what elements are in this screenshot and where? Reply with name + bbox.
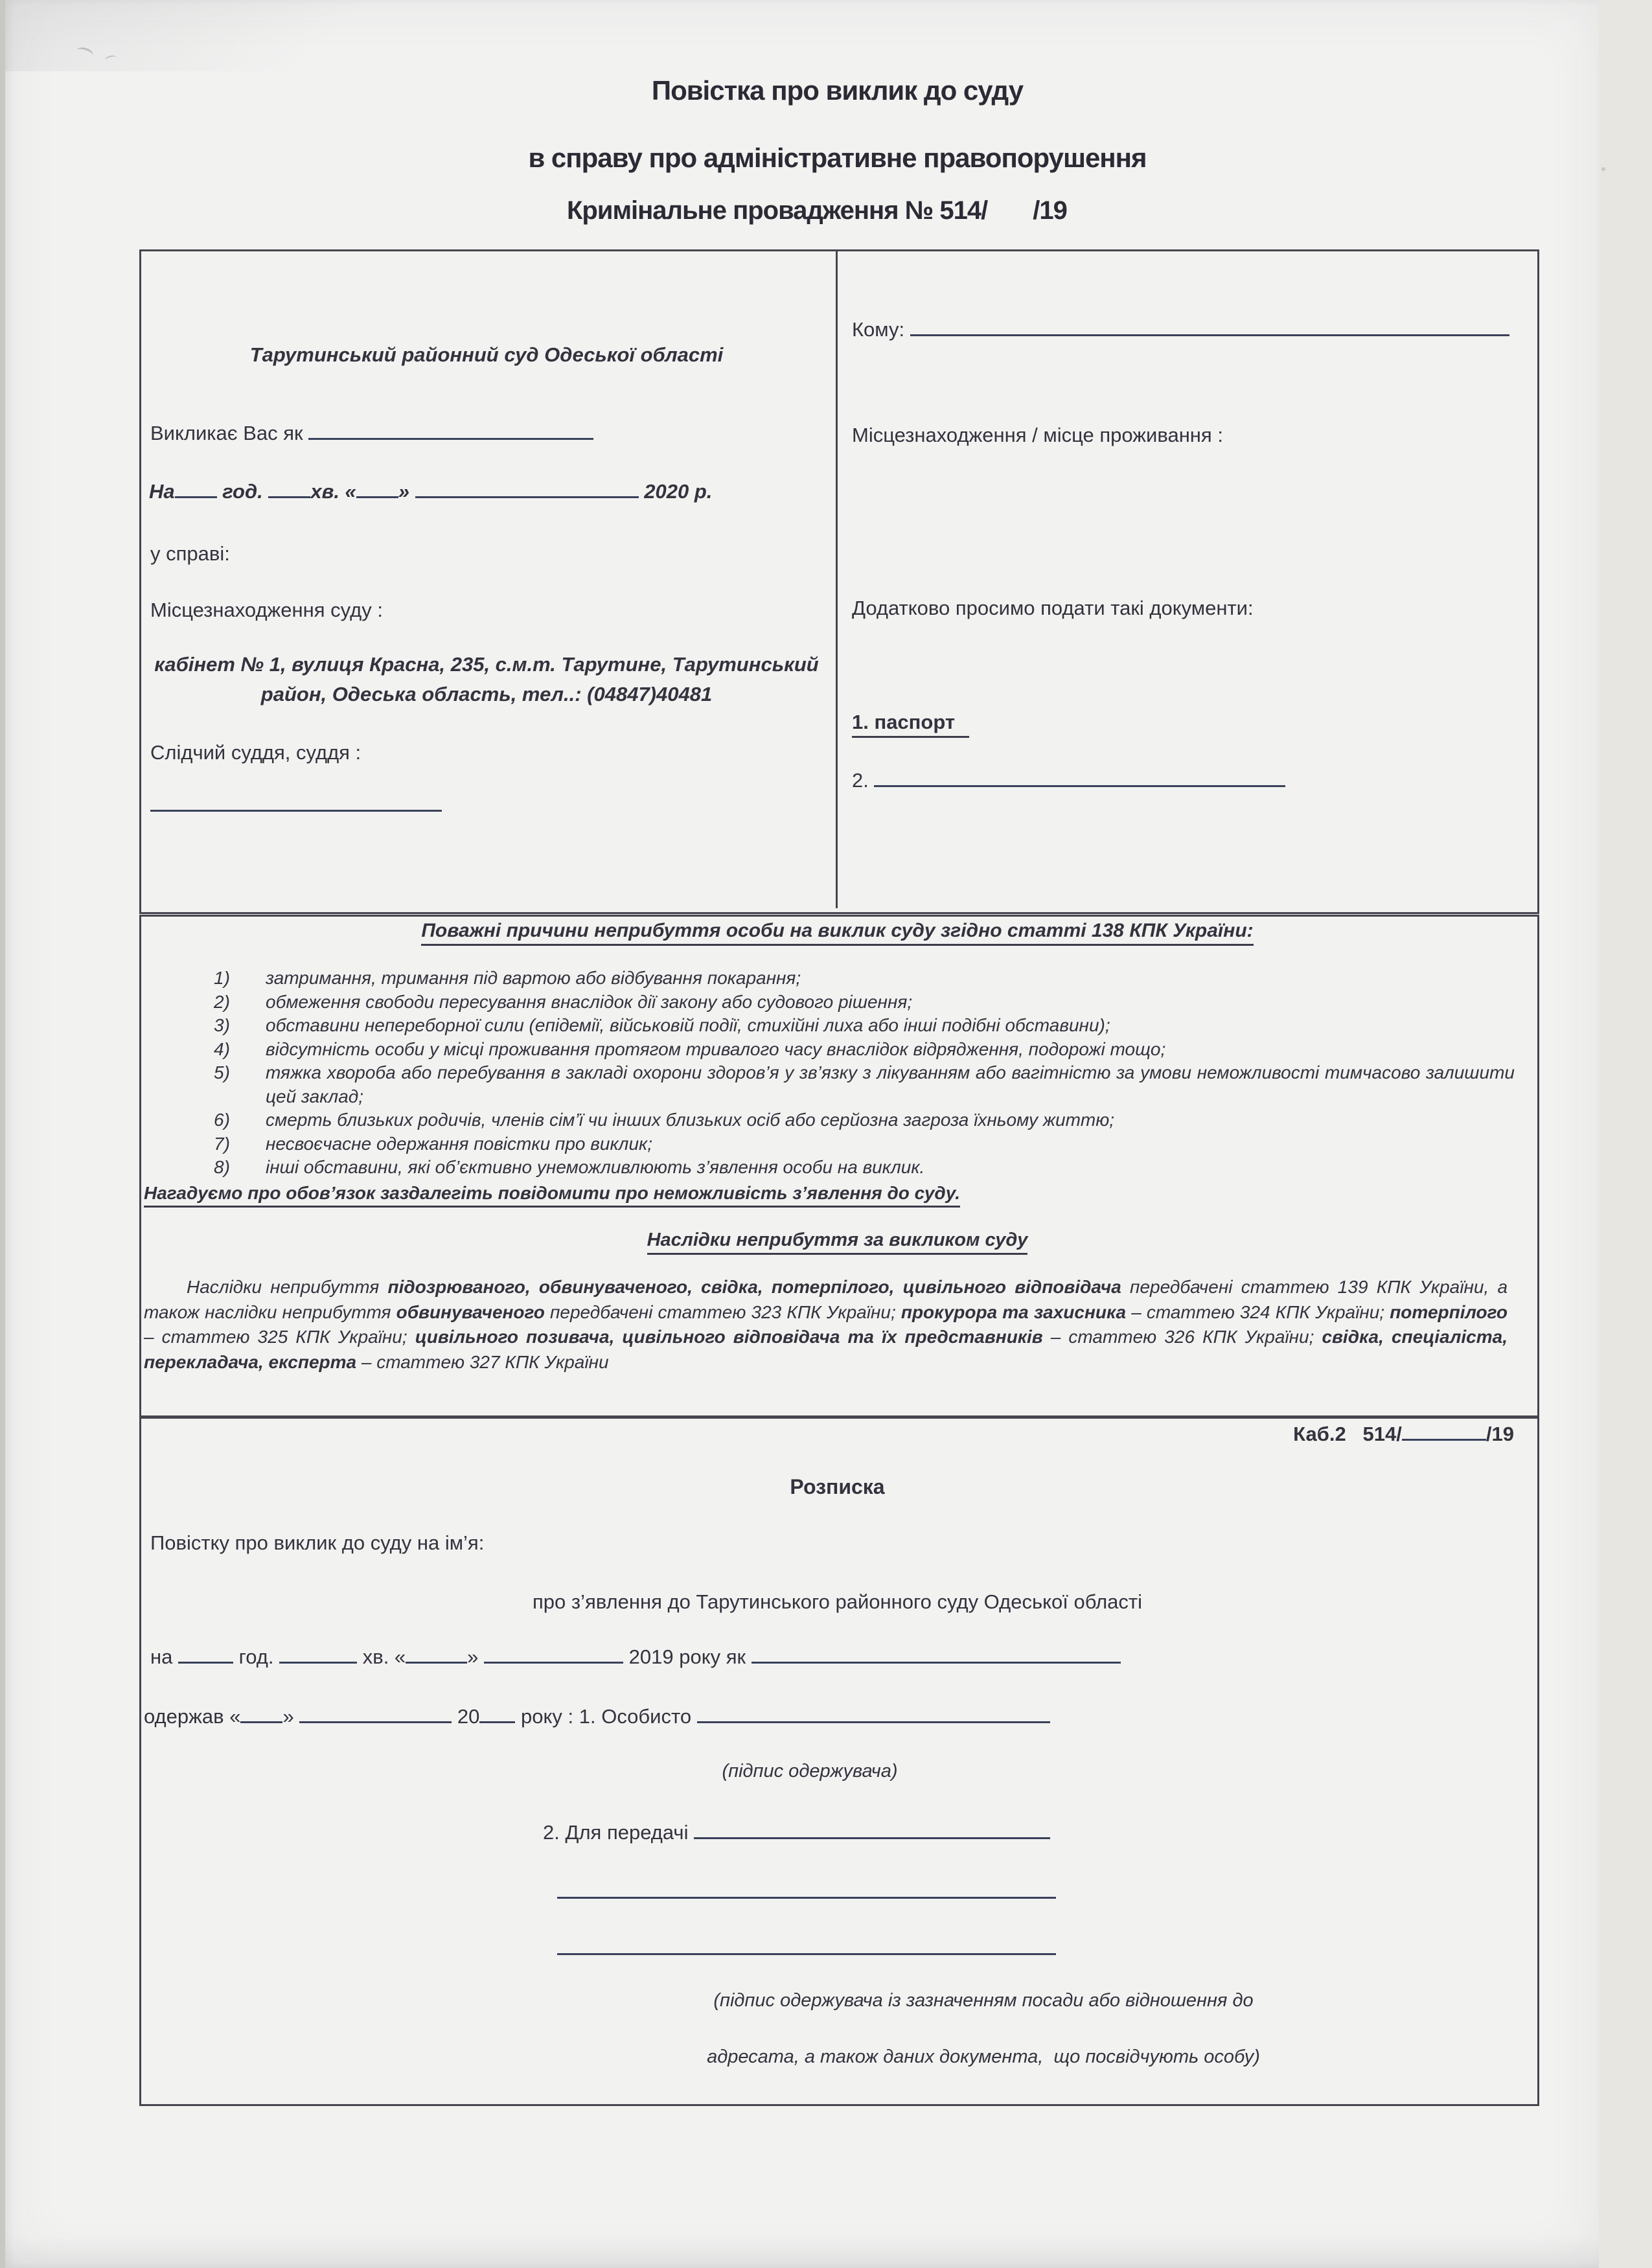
blank-line xyxy=(874,780,1285,787)
reason-number: 6) xyxy=(214,1110,230,1130)
blank-line xyxy=(406,1656,467,1664)
signature-blank-line xyxy=(557,1877,1056,1899)
consequences-paragraph: Наслідки неприбуття підозрюваного, обвинуваченого, свідка, потерпілого, цивільного відповідача передбачені статтею 139 КПК України, а також наслідки неприбуття обвинуваченого передбачені статтею 323 КПК України; прокурора та захисника – статтею 324 КПК України; потерпілого – статтею 325 КПК України; цивільного позивача, цивільного відповідача та їх представників – статтею 326 КПК України; свідка, спеціаліста, перекладача, експерта – статтею 327 КПК України xyxy=(144,1277,1508,1372)
reason-item xyxy=(214,1038,1515,1062)
reason-text: відсутність особи у місці проживання протягом тривалого часу внаслідок відрядження, подорожі тощо; xyxy=(266,1038,1166,1059)
blank-line xyxy=(308,433,593,440)
reason-item xyxy=(214,1108,1515,1132)
appearance-line: про з’явлення до Тарутинського районного суду Одеської області xyxy=(532,1590,1142,1613)
document-item-1-text: 1. паспорт xyxy=(852,710,969,738)
reason-number: 1) xyxy=(214,968,230,988)
blank-line xyxy=(178,1656,233,1664)
reason-item xyxy=(214,1156,1515,1180)
case-number-prefix: Кримінальне провадження № 514/ xyxy=(567,196,988,225)
reason-number: 4) xyxy=(214,1038,230,1059)
case-number-line xyxy=(567,196,1067,225)
judge-signature-line xyxy=(150,790,442,812)
reason-text: обмеження свободи пересування внаслідок дії закону або судового рішення; xyxy=(266,991,913,1012)
court-location-label: Місцезнаходження суду : xyxy=(150,599,383,621)
date-label-hod: год. xyxy=(216,480,269,503)
reason-item xyxy=(214,1132,1515,1156)
reason-text: затримання, тримання під вартою або відбування покарання; xyxy=(266,968,801,988)
reason-text: смерть близьких родичів, членів сім’ї чи інших близьких осіб або серйозна загроза їхньому життю; xyxy=(266,1110,1115,1130)
reason-number: 3) xyxy=(214,1015,230,1035)
blank-line xyxy=(415,491,639,498)
blank-line xyxy=(697,1716,1050,1723)
court-address-line2: район, Одеська область, тел..: (04847)40481 xyxy=(260,683,713,705)
blank-line xyxy=(694,1832,1050,1839)
court-name: Тарутинський районний суд Одеської області xyxy=(249,343,724,366)
blank-line xyxy=(175,491,217,498)
scan-shadow xyxy=(5,0,498,71)
recipient-label: Кому: xyxy=(852,318,910,341)
court-address-line1: кабінет № 1, вулиця Красна, 235, с.м.т. Тарутине, Тарутинський xyxy=(154,653,819,676)
blank-line xyxy=(240,1716,282,1723)
received-line: одержав « » 20 року : 1. Особисто xyxy=(144,1704,1050,1730)
cabinet-case-suffix: /19 xyxy=(1486,1423,1514,1445)
document-item-1 xyxy=(852,710,969,738)
blank-line xyxy=(356,491,398,498)
receipt-datetime-line: на год. хв. « » 2019 року як xyxy=(150,1645,1121,1670)
reason-item xyxy=(214,1014,1515,1038)
blank-line xyxy=(751,1656,1121,1664)
form-title: Повістка про виклик до суду xyxy=(651,75,1024,106)
reason-number: 5) xyxy=(214,1062,230,1082)
transfer-signature-caption-1: (підпис одержувача із зазначенням посади або відношення до xyxy=(713,1990,1254,2011)
column-divider xyxy=(836,251,838,908)
blank-line xyxy=(910,329,1509,336)
date-label-na: На xyxy=(149,480,175,503)
for-transfer-line: 2. Для передачі xyxy=(543,1820,1050,1846)
signature-blank-line xyxy=(557,1934,1056,1955)
reasons-list xyxy=(214,967,1515,1180)
case-type-line: в справу про адміністративне правопорушення xyxy=(528,143,1147,173)
scan-shadow-bottom xyxy=(5,2236,1599,2268)
residence-label: Місцезнаходження / місце проживання : xyxy=(852,424,1223,446)
reason-number: 8) xyxy=(214,1157,230,1177)
document-item-2 xyxy=(852,768,1285,794)
blank-line xyxy=(279,1656,357,1664)
reminder-note: Нагадуємо про обов’язок заздалегіть повідомити про неможливість з’явлення до суду. xyxy=(144,1183,960,1208)
reason-item xyxy=(214,1061,1515,1108)
reason-text: несвоєчасне одержання повістки про виклик; xyxy=(266,1133,653,1154)
reason-text: обставини непереборної сили (епідемії, військовій події, стихійні лиха або інші подібні обставини); xyxy=(266,1015,1110,1035)
case-number-suffix: /19 xyxy=(1033,196,1067,225)
cabinet-case-number xyxy=(139,1423,1514,1446)
blank-line xyxy=(1402,1434,1486,1441)
receipt-intro: Повістку про виклик до суду на ім’я: xyxy=(150,1531,485,1554)
recipient-signature-caption: (підпис одержувача) xyxy=(722,1761,898,1781)
reason-item xyxy=(214,967,1515,991)
blank-line xyxy=(299,1716,452,1723)
reason-text: інші обставини, які об’єктивно унеможливлюють з’явлення особи на виклик. xyxy=(266,1157,925,1177)
summoned-as-label: Викликає Вас як xyxy=(150,422,309,444)
judge-label: Слідчий суддя, суддя : xyxy=(150,741,361,764)
transfer-signature-caption-2: адресата, а також даних документа, що посвідчують особу) xyxy=(707,2046,1260,2067)
blank-line xyxy=(479,1716,515,1723)
document-item-2-num: 2. xyxy=(852,769,875,792)
cabinet-case-prefix: Каб.2 514/ xyxy=(1293,1423,1402,1445)
in-case-label: у справі: xyxy=(150,542,230,565)
summoned-as-line xyxy=(150,421,593,446)
reason-text: тяжка хвороба або перебування в закладі охорони здоров’я у зв’язку з лікуванням або вагітністю за умови неможливості тимчасово залишити цей заклад; xyxy=(266,1062,1515,1106)
blank-line xyxy=(484,1656,623,1664)
date-label-hv: хв. « xyxy=(310,480,356,503)
hearing-date-line xyxy=(149,479,712,505)
reason-number: 2) xyxy=(214,991,230,1012)
consequences-heading: Наслідки неприбуття за викликом суду xyxy=(139,1230,1535,1255)
reason-item xyxy=(214,991,1515,1014)
date-label-year: 2020 р. xyxy=(638,480,713,503)
scan-edge xyxy=(0,0,5,2268)
documents-request-label: Додатково просимо подати такі документи: xyxy=(852,597,1254,619)
blank-line xyxy=(268,491,310,498)
date-label-quote: » xyxy=(398,480,415,503)
recipient-line xyxy=(852,317,1509,343)
scan-artifact xyxy=(1601,167,1605,171)
receipt-title: Розписка xyxy=(790,1475,885,1498)
reason-number: 7) xyxy=(214,1133,230,1154)
valid-reasons-heading: Поважні причини неприбуття особи на виклик суду згідно статті 138 КПК України: xyxy=(139,920,1535,946)
